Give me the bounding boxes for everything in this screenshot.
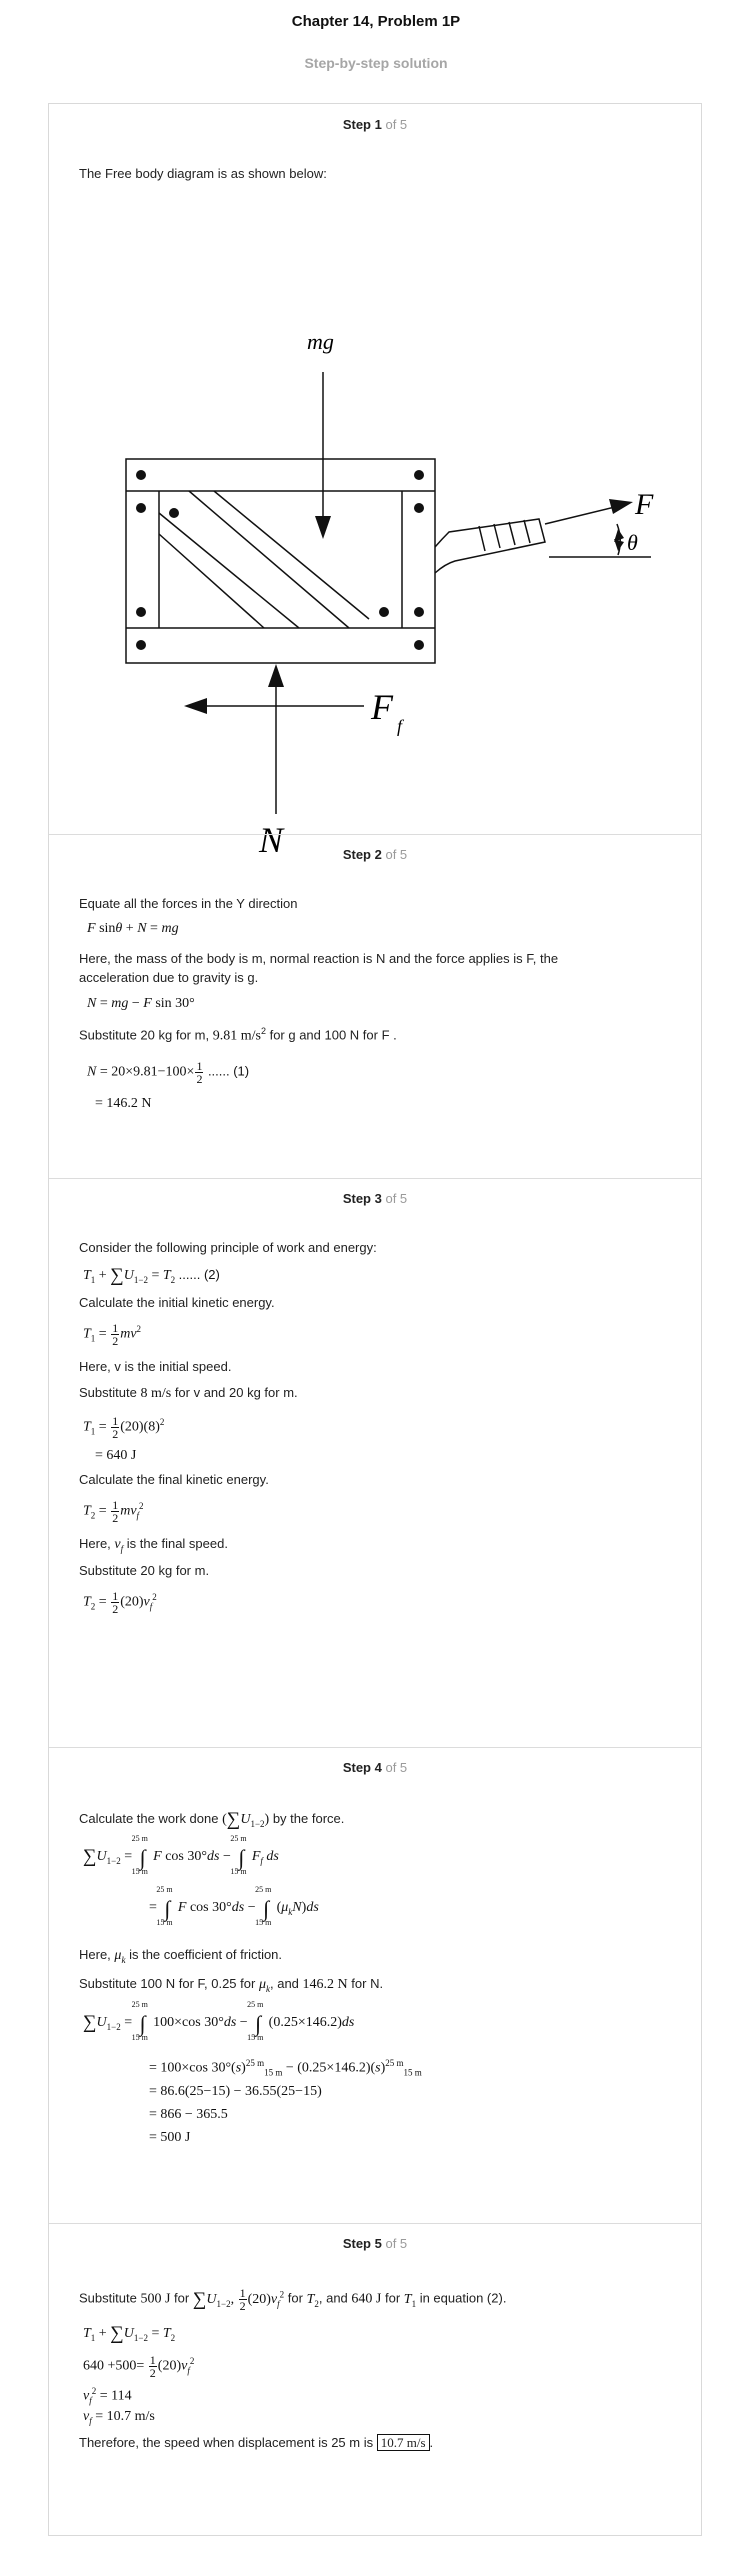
equation-normal: N = mg − F sin 30° xyxy=(87,996,195,1011)
equation-T2-numeric: $T_2$ = $\frac{1}{2}$ $(20)v_f^2$ xyxy=(83,1589,157,1616)
equation-final-1: $T_1 + \sum U_{1-2} = T_2$ xyxy=(83,2323,176,2344)
step-3-text-2: Calculate the initial kinetic energy. xyxy=(79,1295,275,1310)
step-1-text: The Free body diagram is as shown below: xyxy=(79,166,327,181)
equation-normal-numeric: N = 20×9.81−100× $\frac{1}{2}$ ...... (1) xyxy=(87,1059,250,1086)
equation-normal-result: = 146.2 N xyxy=(95,1096,152,1111)
step-3-text-1: Consider the following principle of work and energy: xyxy=(79,1240,377,1255)
step-4-separator xyxy=(49,1747,701,1748)
step-5-separator xyxy=(49,2223,701,2224)
step-3-text-6: Substitute 20 kg for m. xyxy=(79,1563,210,1578)
equation-work-step: = 86.6(25−15) − 36.55(25−15) xyxy=(149,2084,322,2099)
equation-T1-result: = 640 J xyxy=(95,1448,137,1463)
friction-subscript: f xyxy=(397,716,403,736)
step-3-separator xyxy=(49,1178,701,1179)
page-title: Chapter 14, Problem 1P xyxy=(291,13,461,30)
equation-final-4: $v_f = 10.7$ m/s xyxy=(83,2409,155,2426)
step-2-text-3: acceleration due to gravity is g. xyxy=(79,970,259,985)
equation-final-2: 640 +500= $\frac{1}{2}$ $(20)v_f^2$ xyxy=(83,2353,195,2380)
step-3-text-4: Calculate the final kinetic energy. xyxy=(79,1472,269,1487)
normal-N-label: N xyxy=(259,820,284,860)
equation-final-3: $v_f^2 = 114$ xyxy=(83,2386,132,2406)
free-body-diagram xyxy=(119,224,679,864)
step-4-header: Step 4 of 5 xyxy=(342,1760,408,1775)
step-3-text-3: Here, v is the initial speed. xyxy=(79,1359,232,1374)
final-answer: 10.7 m/s xyxy=(377,2434,430,2451)
page-subtitle: Step-by-step solution xyxy=(304,55,448,71)
step-3-text-5: Here, $v_f$ is the final speed. xyxy=(79,1536,228,1554)
equation-work-result: = 500 J xyxy=(149,2130,191,2145)
step-2-header: Step 2 of 5 xyxy=(342,847,408,862)
friction-label: F xyxy=(371,687,393,727)
theta-label: θ xyxy=(627,530,638,555)
step-4-text-2: Here, $\mu_k$ is the coefficient of friction. xyxy=(79,1947,283,1965)
step-2-separator xyxy=(49,834,701,835)
step-2-substitute: Substitute 20 kg for m, 9.81 $m/s^2$ for g and 100 N for F . xyxy=(79,1026,397,1044)
step-4-text-1: Calculate the work done $(\sum U_{1-2})$ by the force. xyxy=(79,1809,345,1830)
equation-work-eval: = 100×cos $30^\circ(s)^{25 m}_{15 m} - (0.25\times 146.2)(s)^{25 m}_{15 m}$ xyxy=(149,2058,422,2078)
force-F-label: F xyxy=(635,488,654,521)
solution-container xyxy=(48,103,702,2536)
step-5-header: Step 5 of 5 xyxy=(342,2236,408,2251)
equation-T2: $T_2$ = $\frac{1}{2}$ $mv_f^2$ xyxy=(83,1498,144,1525)
equation-work-numeric: $\sum U_{1-2}$ = ∫ 25 m 15 m 100×cos 30°ds − ∫ 25 m 15 m (0.25×146.2)ds xyxy=(83,2000,355,2042)
equation-work-energy: $T_1 + \sum U_{1-2} = T_2$ ...... (2) xyxy=(83,1265,220,1286)
equation-T1-numeric: $T_1$ = $\frac{1}{2}$ $(20)(8)^2$ xyxy=(83,1414,165,1441)
step-3-substitute-1: Substitute 8 m/s for v and 20 kg for m. xyxy=(79,1385,298,1401)
step-1-header: Step 1 of 5 xyxy=(342,117,408,132)
equation-sum-forces: F sinθ + N = mg xyxy=(87,921,179,936)
step-5-conclusion: Therefore, the speed when displacement is 25 m is 10.7 m/s . xyxy=(79,2435,434,2450)
equation-T1: $T_1$ = $\frac{1}{2}$ $mv^2$ xyxy=(83,1321,142,1348)
step-4-substitute: Substitute 100 N for F, 0.25 for $\mu_k$, and 146.2 N for N. xyxy=(79,1976,384,1994)
step-5-substitute: Substitute 500 J for $\sum U_{1-2}$, $\frac{1}{2}$ $(20)v_f^2$ for $T_2$, and 640 J for $T_1$ in equation (2). xyxy=(79,2286,507,2313)
equation-work-diff: = 866 − 365.5 xyxy=(149,2107,228,2122)
step-2-text-2: Here, the mass of the body is m, normal reaction is N and the force applies is F, the xyxy=(79,951,559,966)
equation-work-1: $\sum U_{1-2}$ = ∫ 25 m 15 m F cos 30°ds − ∫ 25 m 15 m $F_f$ ds xyxy=(83,1834,279,1876)
equation-work-2: = ∫ 25 m 15 m F cos 30°ds − ∫ 25 m 15 m $(\mu_kN)ds$ xyxy=(149,1885,319,1927)
mg-label: mg xyxy=(307,329,334,354)
step-3-header: Step 3 of 5 xyxy=(342,1191,408,1206)
step-2-text-1: Equate all the forces in the Y direction xyxy=(79,896,298,911)
